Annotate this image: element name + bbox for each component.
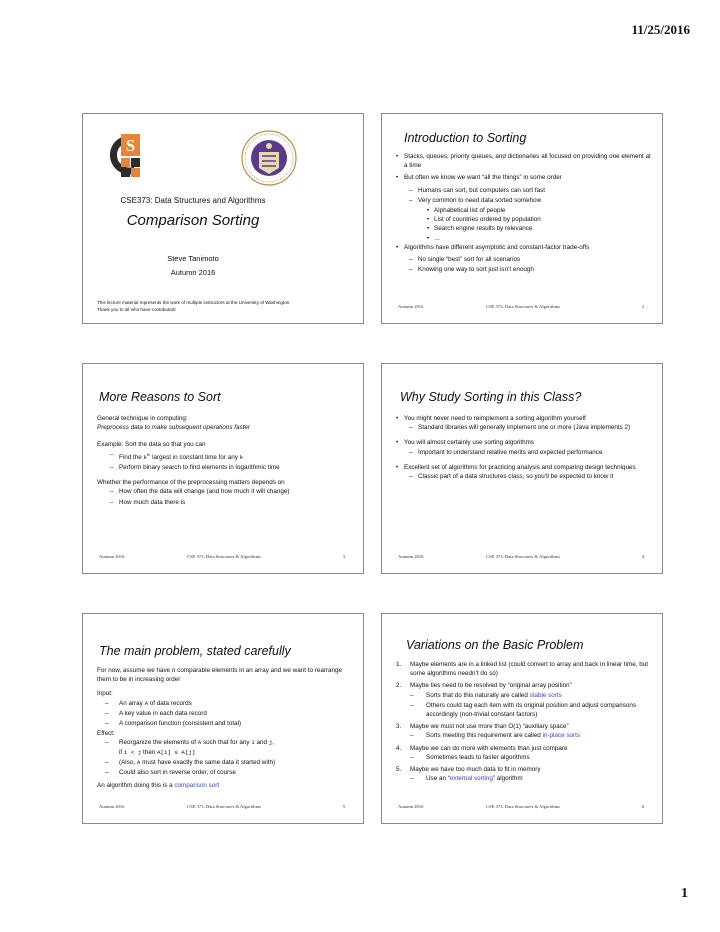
sub-bullet: – How often the data will change (and how much it will change) <box>110 488 290 496</box>
sub-bullet: – Very common to need data sorted somehow <box>409 196 542 204</box>
footer-term: Autumn 2016 <box>398 554 424 559</box>
slide-footer <box>398 304 648 313</box>
slide-title: Variations on the Basic Problem <box>406 638 584 652</box>
input-heading: Input: <box>97 690 113 698</box>
paragraph: Example: Sort the data so that you can <box>97 441 206 449</box>
slide-body <box>396 414 652 482</box>
sub-bullet: – Perform binary search to find elements in logarithmic time <box>110 463 280 471</box>
footer-course: CSE 373: Data Structures & Algorithms <box>187 804 261 809</box>
sub-bullet: – Classic part of a data structures class, so you’ll be expected to know it <box>409 473 614 481</box>
footer-term: Autumn 2016 <box>99 804 125 809</box>
sub-bullet: – Find the $k^{th}$ largest in constant time for any k <box>110 450 244 461</box>
slide-footer <box>99 804 349 813</box>
footer-course: CSE 373: Data Structures & Algorithms <box>486 304 560 309</box>
paragraph: For now, assume we have n comparable elements in an array and we want to rearrange them to be in increasing order <box>97 667 343 684</box>
sub-bullet: – Sometimes leads to faster algorithms <box>410 753 530 761</box>
slide-footer <box>398 804 648 813</box>
ack-line-1: This lecture material represents the work of multiple instructors at the University of Washington. <box>97 300 291 305</box>
cse-logo-icon <box>105 132 141 178</box>
paragraph: Whether the performance of the preprocessing matters depends on <box>97 479 285 487</box>
sub-bullet: – Others could tag each item with its original position and adjust comparisons accordingly (non-trivial constant factors) <box>410 701 637 719</box>
lecture-term: Autumn 2016 <box>170 268 216 277</box>
slide-number: 5 <box>342 804 345 809</box>
bullet: • Stacks, queues, priority queues, and dictionaries all focused on providing one element at a time <box>396 153 651 170</box>
sub-bullet: – Important to understand relative merits and expected performance <box>409 448 603 456</box>
sub-bullet: – A comparison function (consistent and total) <box>105 720 242 728</box>
bullet: • You will almost certainly use sorting algorithms <box>396 439 534 447</box>
ack-line-2: Thank you to all who have contributed! <box>97 306 176 312</box>
sub-bullet: – A key value in each data record <box>105 709 207 717</box>
slide-footer <box>99 554 349 563</box>
paragraph: An algorithm doing this is a comparison sort <box>97 782 220 790</box>
slide-title: The main problem, stated carefully <box>99 644 291 658</box>
course-name: CSE373: Data Structures and Algorithms <box>120 196 266 205</box>
slide-footer <box>398 554 648 563</box>
slide-body <box>97 666 353 793</box>
slide-5 <box>82 613 364 824</box>
footer-term: Autumn 2016 <box>398 304 424 309</box>
slide-2 <box>381 113 663 324</box>
sub-bullet: – Use an “external sorting” algorithm <box>410 775 523 783</box>
lecture-title: Comparison Sorting <box>126 212 260 229</box>
sub-sub-bullet: • Alphabetical list of people <box>427 207 506 215</box>
paragraph: General technique in computing: <box>97 415 188 422</box>
slide-number: 4 <box>641 554 644 559</box>
acknowledgement-note <box>97 300 357 313</box>
sub-bullet: – Could also sort in reverse order, of course <box>105 769 236 777</box>
bullet: • Excellent set of algorithms for practicing analysis and comparing design techniques <box>396 463 636 471</box>
bullet: • You might never need to reimplement a sorting algorithm yourself <box>396 415 586 422</box>
sub-bullet: – Reorganize the elements of A such that for any i and j, if i < j then A[i] ≤ A[j] <box>105 739 275 756</box>
sub-bullet: – Humans can sort, but computers can sort fast <box>409 186 546 194</box>
footer-term: Autumn 2016 <box>99 554 125 559</box>
slide-title: Introduction to Sorting <box>404 131 527 145</box>
footer-course: CSE 373: Data Structures & Algorithms <box>187 554 261 559</box>
footer-term: Autumn 2016 <box>398 804 424 809</box>
svg-text:S: S <box>125 136 136 155</box>
comparison-sort-term: comparison sort <box>174 782 220 790</box>
effect-heading: Effect: <box>97 730 115 738</box>
sub-bullet: – An array A of data records <box>105 699 192 707</box>
bullet: • Algorithms have different asymptotic and constant-factor trade-offs <box>396 243 590 251</box>
footer-course: CSE 373: Data Structures & Algorithms <box>486 554 560 559</box>
slide-6 <box>381 613 663 824</box>
university-seal-icon <box>241 130 297 186</box>
page-number: 1 <box>681 886 688 901</box>
sub-sub-bullet: • … <box>427 234 441 242</box>
sub-bullet: – Knowing one way to sort just isn’t enough <box>409 266 534 274</box>
slide-body <box>396 660 652 784</box>
italic-line: Preprocess data to make subsequent operations faster <box>97 424 250 432</box>
slide-body <box>396 152 652 275</box>
slide-4 <box>381 363 663 574</box>
numbered-item: 1. Maybe elements are in a linked list (could convert to array and back in linear time, but some algorithms needn’t do so) <box>396 661 648 678</box>
bullet: • But often we know we want “all the things” in some order <box>396 174 562 182</box>
footer-course: CSE 373: Data Structures & Algorithms <box>486 804 560 809</box>
sub-sub-bullet: • List of countries ordered by population <box>427 216 541 224</box>
sub-bullet: – Sorts meeting this requirement are called in-place sorts <box>410 732 581 740</box>
header-date: 11/25/2016 <box>631 22 690 37</box>
numbered-item: 2. Maybe ties need to be resolved by “original array position” <box>396 682 572 690</box>
slide-number: 3 <box>342 554 345 559</box>
slide-number: 2 <box>641 304 644 309</box>
sub-bullet: – Standard libraries will generally implement one or more (Java implements 2) <box>409 424 631 432</box>
sub-bullet: – (Also, A must have exactly the same data it started with) <box>105 758 276 766</box>
author-name: Steve Tanimoto <box>167 254 219 263</box>
slide-3 <box>82 363 364 574</box>
numbered-item: 3. Maybe we must not use more than O(1) “auxiliary space” <box>396 723 569 731</box>
slide-body <box>97 414 353 508</box>
sub-sub-bullet: • Search engine results by relevance <box>427 225 533 233</box>
slide-1 <box>82 113 364 324</box>
slide-number: 6 <box>641 804 644 809</box>
sub-bullet: – Sorts that do this naturally are called stable sorts <box>410 691 562 699</box>
slide-title: More Reasons to Sort <box>99 390 221 404</box>
numbered-item: 5. Maybe we have too much data to fit in memory <box>396 766 541 774</box>
slide-title: Why Study Sorting in this Class? <box>400 390 582 404</box>
sub-bullet: – How much data there is <box>110 498 186 506</box>
numbered-item: 4. Maybe we can do more with elements than just compare <box>396 744 568 752</box>
sub-bullet: – No single “best” sort for all scenarios <box>409 256 521 264</box>
